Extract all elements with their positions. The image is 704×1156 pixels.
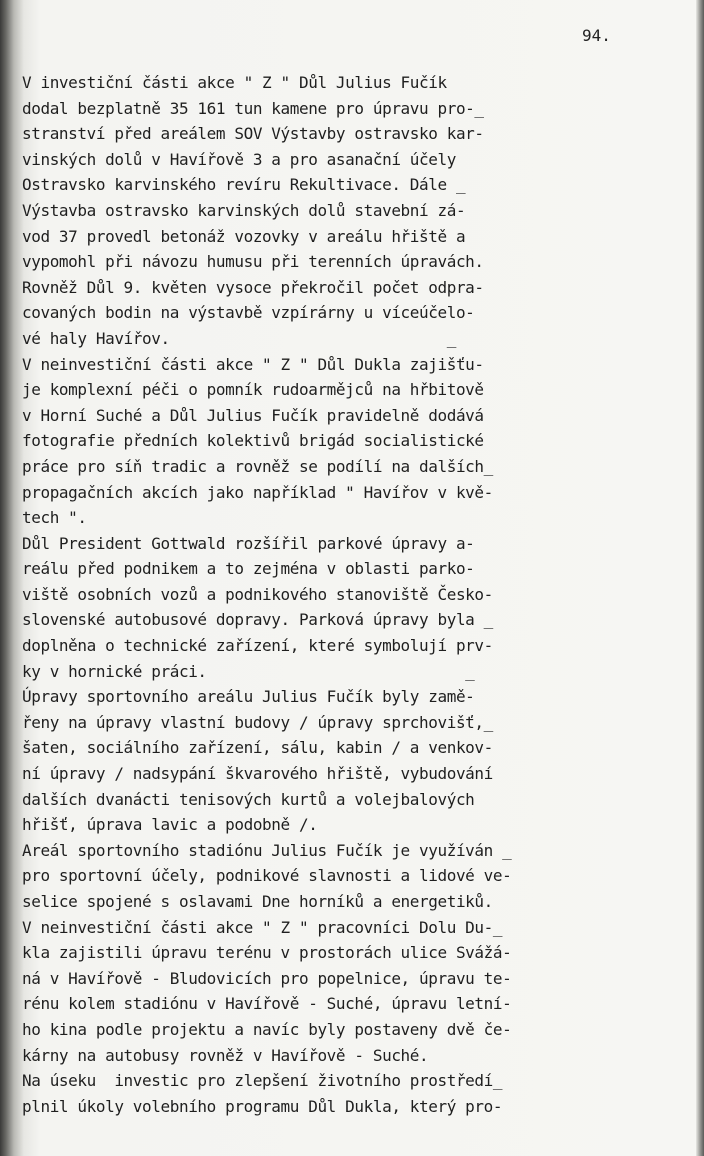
text-line: dodal bezplatně 35 161 tun kamene pro úpravu pro-_ bbox=[22, 98, 484, 118]
text-line: doplněna o technické zařízení, které symbolují prv- bbox=[22, 636, 493, 656]
text-line: V neinvestiční části akce " Z " pracovníci Dolu Du-_ bbox=[22, 917, 503, 937]
text-line: Důl President Gottwald rozšířil parkové úpravy a- bbox=[22, 533, 475, 553]
text-line: je komplexní péči o pomník rudoarmějců na hřbitově bbox=[22, 380, 484, 400]
typewritten-text bbox=[22, 70, 682, 1119]
text-line: Areál sportovního stadiónu Julius Fučík je využíván _ bbox=[22, 840, 512, 860]
text-line: kla zajistili úpravu terénu v prostorách ulice Svážá- bbox=[22, 943, 512, 963]
text-line: reálu před podnikem a to zejména v oblasti parko- bbox=[22, 559, 475, 579]
text-line: covaných bodin na výstavbě vzpírárny u víceúčelo- bbox=[22, 303, 475, 323]
text-line: selice spojené s oslavami Dne horníků a energetiků. bbox=[22, 892, 493, 911]
text-line: vod 37 provedl betonáž vozovky v areálu hřiště a bbox=[22, 226, 466, 246]
text-line: fotografie předních kolektivů brigád socialistické bbox=[22, 431, 484, 451]
text-line: vé haly Havířov. _ bbox=[22, 328, 456, 348]
text-line: dalších dvanácti tenisových kurtů a volejbalových bbox=[22, 789, 475, 809]
text-line: propagačních akcích jako například " Havířov v kvě- bbox=[22, 482, 493, 502]
text-line: tech ". bbox=[22, 508, 87, 528]
text-line: stranství před areálem SOV Výstavby ostravsko kar- bbox=[22, 124, 484, 144]
text-line: ná v Havířově - Bludovicích pro popelnice, úpravu te- bbox=[22, 968, 512, 988]
text-line: V investiční části akce " Z " Důl Julius Fučík bbox=[22, 73, 447, 92]
text-line: V neinvestiční části akce " Z " Důl Dukla zajišťu- bbox=[22, 354, 484, 374]
text-line: Ostravsko karvinského revíru Rekultivace. Dále _ bbox=[22, 175, 466, 195]
text-line: kárny na autobusy rovněž v Havířově - Suché. bbox=[22, 1045, 429, 1065]
text-line: viště osobních vozů a podnikového stanoviště Česko- bbox=[22, 584, 493, 604]
text-line: Výstavba ostravsko karvinských dolů stavební zá- bbox=[22, 200, 466, 220]
text-line: Rovněž Důl 9. květen vysoce překročil počet odpra- bbox=[22, 277, 484, 297]
page-edge-shadow bbox=[696, 0, 704, 1156]
text-line: rénu kolem stadiónu v Havířově - Suché, úpravu letní- bbox=[22, 994, 512, 1014]
text-line: Úpravy sportovního areálu Julius Fučík byly zamě- bbox=[22, 687, 475, 707]
text-line: ho kina podle projektu a navíc byly postaveny dvě če- bbox=[22, 1019, 512, 1039]
text-line: hřišť, úprava lavic a podobně /. bbox=[22, 815, 318, 835]
text-line: ky v hornické práci. _ bbox=[22, 661, 475, 681]
text-line: slovenské autobusové dopravy. Parková úpravy byla _ bbox=[22, 610, 493, 630]
text-line: řeny na úpravy vlastní budovy / úpravy sprchovišť,_ bbox=[22, 712, 493, 732]
text-line: plnil úkoly volebního programu Důl Dukla, který pro- bbox=[22, 1096, 503, 1116]
text-line: vinských dolů v Havířově 3 a pro asanační účely bbox=[22, 149, 456, 169]
text-line: práce pro síň tradic a rovněž se podílí na dalších_ bbox=[22, 456, 493, 476]
text-line: pro sportovní účely, podnikové slavnosti a lidové ve- bbox=[22, 866, 512, 886]
text-line: šaten, sociálního zařízení, sálu, kabin / a venkov- bbox=[22, 738, 493, 758]
text-line: vypomohl při návozu humusu při terenních úpravách. bbox=[22, 252, 484, 272]
text-line: v Horní Suché a Důl Julius Fučík pravidelně dodává bbox=[22, 405, 484, 425]
text-line: Na úseku investic pro zlepšení životního prostředí_ bbox=[22, 1071, 503, 1091]
text-line: ní úpravy / nadsypání škvarového hřiště, vybudování bbox=[22, 764, 493, 784]
page-number: 94. bbox=[582, 26, 611, 45]
